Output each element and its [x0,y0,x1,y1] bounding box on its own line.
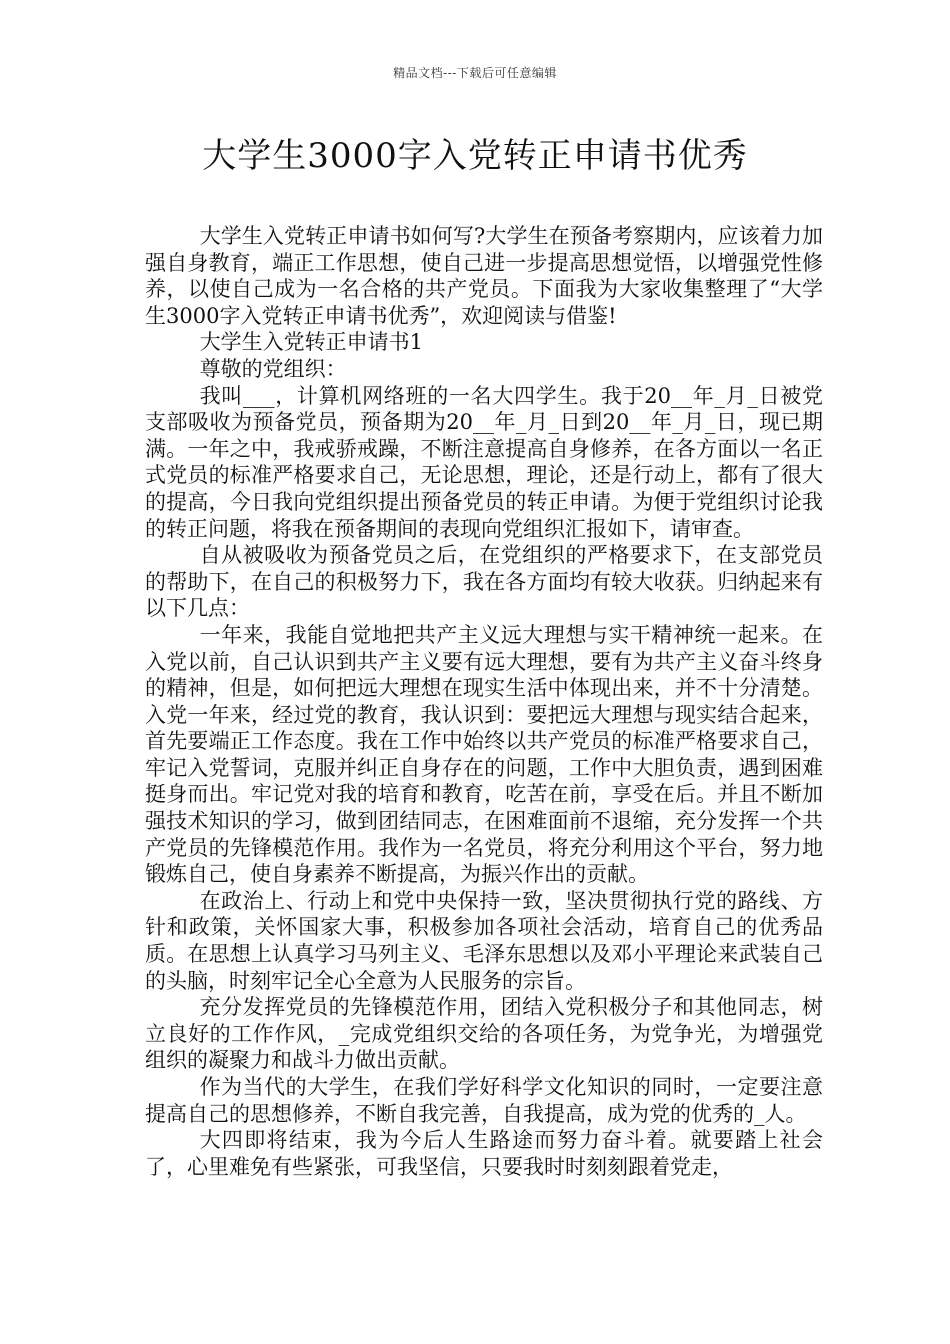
body-paragraph: 作为当代的大学生，在我们学好科学文化知识的同时，一定要注意提高自己的思想修养，不断自我完善，自我提高，成为党的优秀的_人。 [145,1075,823,1126]
page-header: 精品文档---下载后可任意编辑 [393,66,557,80]
body-paragraph: 充分发挥党员的先锋模范作用，团结入党积极分子和其他同志，树立良好的工作作风，_完成党组织交给的各项任务，为党争光，为增强党组织的凝聚力和战斗力做出贡献。 [145,995,823,1073]
body-paragraph: 自从被吸收为预备党员之后，在党组织的严格要求下，在支部党员的帮助下，在自己的积极努力下，我在各方面均有较大收获。归纳起来有以下几点： [145,543,823,621]
body-paragraph: 我叫___，计算机网络班的一名大四学生。我于20__年_月_日被党支部吸收为预备党员，预备期为20__年_月_日到20__年_月_日，现已期满。一年之中，我戒骄戒躁，不断注意提高自身修养，在各方面以一名正式党员的标准严格要求自己，无论思想，理论，还是行动上，都有了很大的提高，今日我向党组织提出预备党员的转正申请。为便于党组织讨论我的转正问题，将我在预备期间的表现向党组织汇报如下，请审查。 [145,383,823,541]
document-title: 大学生3000字入党转正申请书优秀 [202,136,748,176]
salutation: 尊敬的党组织： [199,356,347,381]
document-body [145,223,823,1180]
section-heading: 大学生入党转正申请书1 [199,330,423,355]
intro-paragraph: 大学生入党转正申请书如何写?大学生在预备考察期内，应该着力加强自身教育，端正工作思想，使自己进一步提高思想觉悟，以增强党性修养，以使自己成为一名合格的共产党员。下面我为大家收集整理了“大学生3000字入党转正申请书优秀”，欢迎阅读与借鉴! [145,224,823,328]
body-paragraph: 一年来，我能自觉地把共产主义远大理想与实干精神统一起来。在入党以前，自己认识到共产主义要有远大理想，要有为共产主义奋斗终身的精神，但是，如何把远大理想在现实生活中体现出来，并不十分清楚。入党一年来，经过党的教育，我认识到：要把远大理想与现实结合起来，首先要端正工作态度。我在工作中始终以共产党员的标准严格要求自己，牢记入党誓词，克服并纠正自身存在的问题，工作中大胆负责，遇到困难挺身而出。牢记党对我的培育和教育，吃苦在前，享受在后。并且不断加强技术知识的学习，做到团结同志，在困难面前不退缩，充分发挥一个共产党员的先锋模范作用。我作为一名党员，将充分利用这个平台，努力地锻炼自己，使自身素养不断提高，为振兴作出的贡献。 [145,622,823,887]
body-paragraph: 大四即将结束，我为今后人生路途而努力奋斗着。就要踏上社会了，心里难免有些紧张，可我坚信，只要我时时刻刻跟着党走， [145,1128,823,1179]
body-paragraph: 在政治上、行动上和党中央保持一致，坚决贯彻执行党的路线、方针和政策，关怀国家大事，积极参加各项社会活动，培育自己的优秀品质。在思想上认真学习马列主义、毛泽东思想以及邓小平理论来武装自己的头脑，时刻牢记全心全意为人民服务的宗旨。 [145,888,823,993]
